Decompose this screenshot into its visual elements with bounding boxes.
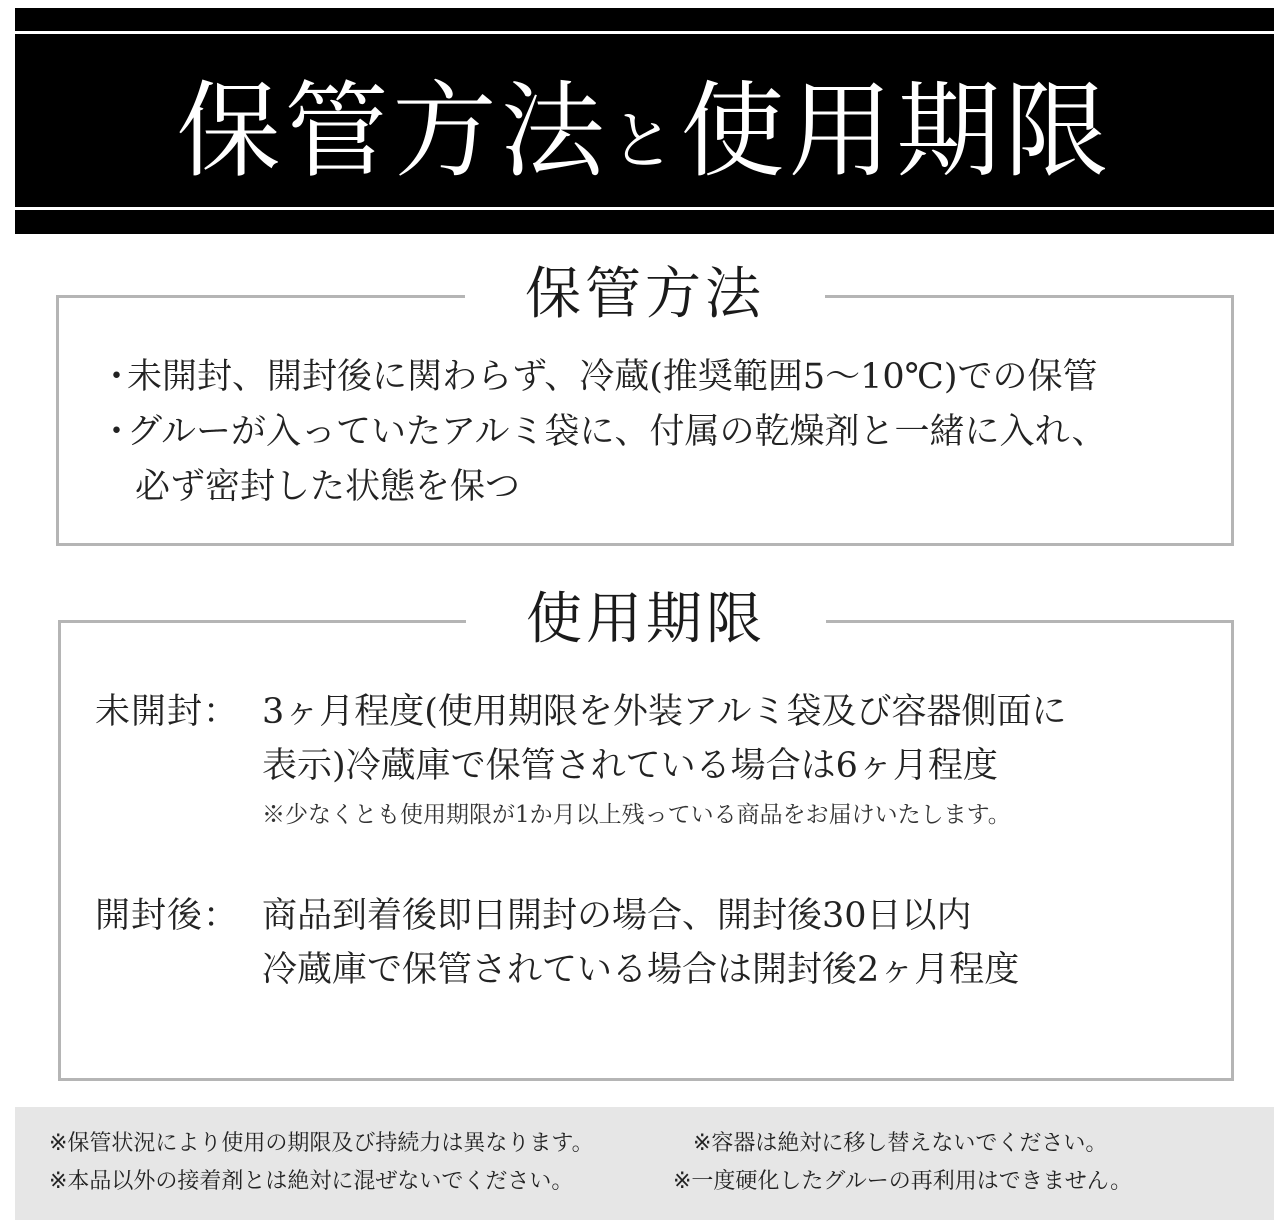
page-title-part2: 使用期限: [680, 70, 1113, 192]
storage-section: [56, 262, 1234, 546]
expiry-section-title: 使用期限: [466, 578, 826, 662]
header-top-rule: [15, 31, 1274, 34]
expiry-row-unopened: [95, 685, 1067, 837]
unopened-line1: 3ヶ月程度(使用期限を外装アルミ袋及び容器側面に: [262, 692, 1067, 732]
unopened-label: 未開封：: [95, 692, 240, 732]
unopened-line2: 表示)冷蔵庫で保管されている場合は6ヶ月程度: [262, 746, 998, 786]
storage-list: [99, 350, 1107, 515]
opened-label: 開封後：: [95, 896, 240, 936]
storage-item-text: グルーが入っていたアルミ袋に、付属の乾燥剤と一緒に入れ、: [127, 412, 1107, 452]
page-title: [15, 38, 1274, 206]
expiry-row-opened: [95, 889, 1019, 997]
storage-list-item: [99, 405, 1107, 460]
opened-line2: 冷蔵庫で保管されている場合は開封後2ヶ月程度: [262, 950, 1020, 990]
footer-notes-panel: [15, 1107, 1274, 1220]
storage-section-title: 保管方法: [465, 253, 825, 337]
expiry-section: [58, 587, 1234, 1081]
header-banner: [15, 8, 1274, 234]
footer-note: ※容器は絶対に移し替えないでください。: [693, 1131, 1108, 1156]
opened-body: [262, 889, 1019, 997]
storage-item-text: 未開封、開封後に関わらず、冷蔵(推奨範囲5〜10℃)での保管: [127, 357, 1098, 397]
storage-item-continuation: 必ず密封した状態を保つ: [135, 467, 521, 507]
page-title-part1: 保管方法: [176, 70, 609, 192]
header-bottom-rule: [15, 207, 1274, 210]
page-title-connector: と: [610, 105, 679, 179]
footer-note: ※本品以外の接着剤とは絶対に混ぜないでください。: [49, 1169, 574, 1194]
unopened-note: ※少なくとも使用期限が1か月以上残っている商品をお届けいたします。: [262, 802, 1011, 828]
storage-list-item: [99, 350, 1107, 405]
footer-notes: [49, 1128, 1233, 1198]
footer-note: ※一度硬化したグルーの再利用はできません。: [673, 1169, 1133, 1194]
footer-note: ※保管状況により使用の期限及び持続力は異なります。: [49, 1131, 594, 1156]
bullet-marker: ・: [99, 357, 135, 397]
unopened-body: [262, 685, 1067, 837]
bullet-marker: ・: [99, 412, 135, 452]
opened-line1: 商品到着後即日開封の場合、開封後30日以内: [262, 896, 972, 936]
